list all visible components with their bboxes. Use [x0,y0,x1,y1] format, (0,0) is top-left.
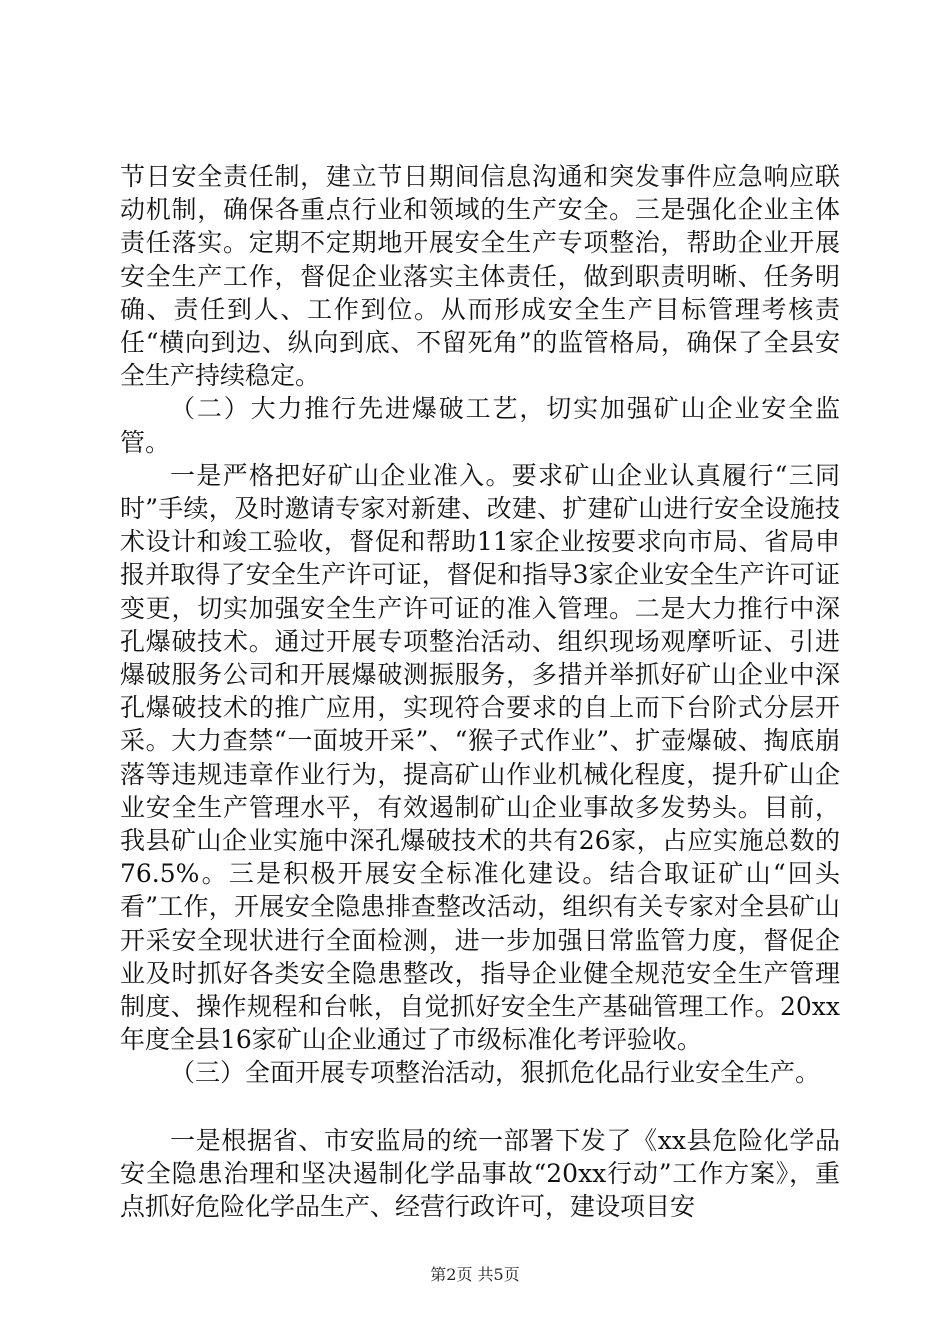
document-body [120,160,840,1223]
paragraph-mine-safety: 一是严格把好矿山企业准入。要求矿山企业认真履行“三同时”手续，及时邀请专家对新建、改建、扩建矿山进行安全设施技术设计和竣工验收，督促和帮助11家企业按要求向市局、省局申报并取得了安全生产许可证，督促和指导3家企业安全生产许可证变更，切实加强安全生产许可证的准入管理。二是大力推行中深孔爆破技术。通过开展专项整治活动、组织现场观摩听证、引进爆破服务公司和开展爆破测振服务，多措并举抓好矿山企业中深孔爆破技术的推广应用，实现符合要求的自上而下台阶式分层开采。大力查禁“一面坡开采”、“猴子式作业”、扩壶爆破、掏底崩落等违规违章作业行为，提高矿山作业机械化程度，提升矿山企业安全生产管理水平，有效遏制矿山企业事故多发势头。目前，我县矿山企业实施中深孔爆破技术的共有26家，占应实施总数的76.5%。三是积极开展安全标准化建设。结合取证矿山“回头看”工作，开展安全隐患排查整改活动，组织有关专家对全县矿山开采安全现状进行全面检测，进一步加强日常监管力度，督促企业及时抓好各类安全隐患整改，指导企业健全规范安全生产管理制度、操作规程和台帐，自觉抓好安全生产基础管理工作。20xx年度全县16家矿山企业通过了市级标准化考评验收。 [120,460,840,1055]
paragraph-continuation: 节日安全责任制，建立节日期间信息沟通和突发事件应急响应联动机制，确保各重点行业和领域的生产安全。三是强化企业主体责任落实。定期不定期地开展安全生产专项整治，帮助企业开展安全生产工作，督促企业落实主体责任，做到职责明晰、任务明确、责任到人、工作到位。从而形成安全生产目标管理考核责任“横向到边、纵向到底、不留死角”的监管格局，确保了全县安全生产持续稳定。 [120,162,840,391]
section-heading-three: （三）全面开展专项整治活动，狠抓危化品行业安全生产。 [170,1058,821,1088]
page-number-footer: 第2页 共5页 [430,1265,520,1284]
section-heading-two: （二）大力推行先进爆破工艺，切实加强矿山企业安全监管。 [120,394,840,457]
paragraph-hazardous-chemicals: 一是根据省、市安监局的统一部署下发了《xx县危险化学品安全隐患治理和坚决遏制化学品事故“20xx行动”工作方案》，重点抓好危险化学品生产、经营行政许可，建设项目安 [120,1125,840,1222]
paragraph-spacer [120,1090,840,1124]
